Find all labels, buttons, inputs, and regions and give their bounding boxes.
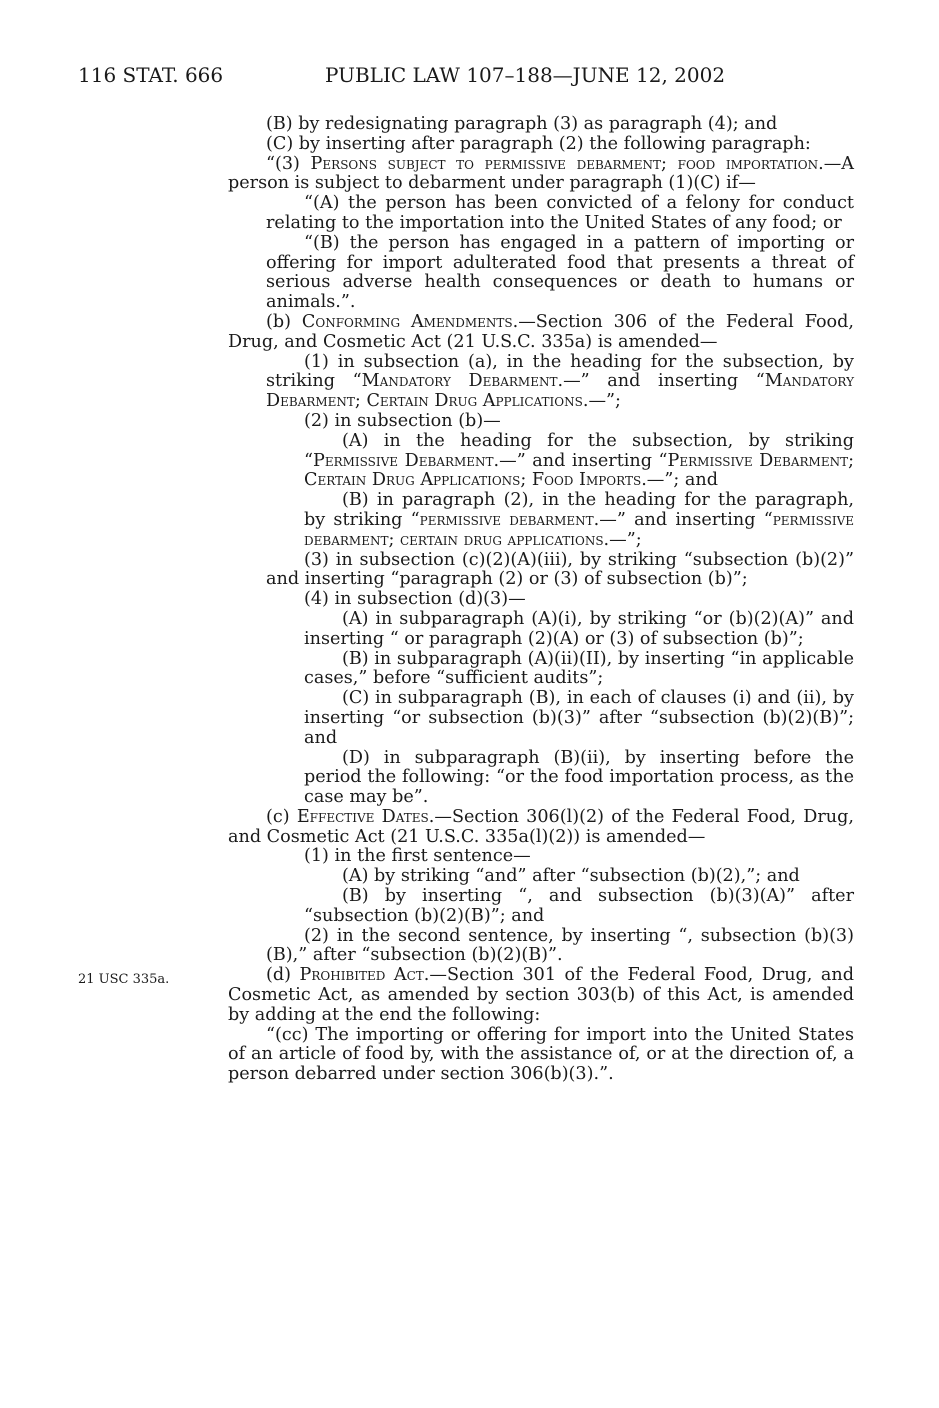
subsection-c-label: (c) bbox=[266, 806, 297, 827]
item-b1-struck-heading: Mandatory Debarment. bbox=[361, 371, 564, 392]
paragraph-c1: (C) by inserting after paragraph (2) the following paragraph: bbox=[266, 133, 811, 154]
paragraph-3 bbox=[228, 155, 854, 195]
item-b4d: (D) in subparagraph (B)(ii), by inserting before the period the following: “or the food importation process, as the case may be”. bbox=[304, 747, 854, 808]
subsection-c bbox=[228, 808, 854, 848]
margin-citation: 21 USC 335a. bbox=[78, 972, 170, 987]
item-b2b-new-heading: permissive debarment; certain drug applications. bbox=[304, 509, 854, 550]
item-b2b-struck-heading: permissive debarment. bbox=[419, 509, 600, 530]
item-b4a: (A) in subparagraph (A)(i), by striking “or (b)(2)(A)” and inserting “ or paragraph (2)(A) or (3) of subsection (b)”; bbox=[304, 608, 854, 649]
item-c1a: (A) by striking “and” after “subsection (b)(2),”; and bbox=[342, 866, 800, 887]
item-b2a bbox=[228, 432, 854, 491]
item-b2a-new-heading: Permissive Debarment; Certain Drug Applications; Food Imports. bbox=[304, 450, 855, 491]
subsection-b-text: —Section 306 of the Federal Food, Drug, and Cosmetic Act (21 U.S.C. 335a) is amended— bbox=[228, 311, 854, 352]
paragraph-3-heading: “(3) Persons subject to permissive debarment; food importation. bbox=[266, 153, 824, 174]
item-b4: (4) in subsection (d)(3)— bbox=[304, 589, 526, 610]
quoted-provision-cc: “(cc) The importing or offering for import into the United States of an article of food by, with the assistance of, or at the direction of, a person debarred under section 306(b)(3).”. bbox=[228, 1024, 854, 1085]
paragraph-3b: “(B) the person has engaged in a pattern of importing or offering for import adulterated food that presents a threat of serious adverse health consequences or death to humans or animals.”. bbox=[266, 232, 854, 313]
item-b2b-mid: —” and inserting “ bbox=[599, 509, 773, 530]
paragraph-3-text: —A person is subject to debarment under paragraph (1)(C) if— bbox=[228, 153, 854, 194]
subsection-c-text: —Section 306(l)(2) of the Federal Food, Drug, and Cosmetic Act (21 U.S.C. 335a(l)(2)) is amended— bbox=[228, 806, 854, 847]
item-b2a-struck-heading: Permissive Debarment. bbox=[313, 450, 500, 471]
subsection-b-label: (b) bbox=[266, 311, 302, 332]
subsection-c-heading: Effective Dates. bbox=[296, 806, 435, 827]
item-b1 bbox=[228, 353, 854, 412]
item-b2b-post: —”; bbox=[609, 529, 642, 550]
item-c1: (1) in the first sentence— bbox=[304, 846, 531, 867]
item-b2b bbox=[228, 491, 854, 550]
item-b1-new-heading: Mandatory Debarment; Certain Drug Applications. bbox=[266, 371, 854, 412]
item-c2: (2) in the second sentence, by inserting “, subsection (b)(3)(B),” after “subsection (b)(2)(B)”. bbox=[266, 925, 854, 966]
item-b1-post: —”; bbox=[588, 391, 621, 412]
page-running-title: PUBLIC LAW 107–188—JUNE 12, 2002 bbox=[325, 63, 726, 87]
item-b2a-post: —”; and bbox=[646, 470, 718, 491]
item-b4c: (C) in subparagraph (B), in each of clauses (i) and (ii), by inserting “or subsection (b)(3)” after “subsection (b)(2)(B)”; and bbox=[304, 688, 854, 748]
item-c1b: (B) by inserting “, and subsection (b)(3)(A)” after “subsection (b)(2)(B)”; and bbox=[304, 886, 854, 926]
paragraph-b1: (B) by redesignating paragraph (3) as paragraph (4); and bbox=[266, 114, 778, 134]
item-b2b-pre: (B) in paragraph (2), in the heading for the paragraph, by striking “ bbox=[304, 490, 854, 530]
subsection-d-label: (d) bbox=[266, 965, 300, 986]
item-b2: (2) in subsection (b)— bbox=[304, 410, 501, 431]
subsection-d-heading: Prohibited Act. bbox=[299, 965, 430, 986]
page-stat-number: 116 STAT. 666 bbox=[78, 63, 224, 87]
item-b1-mid: —” and inserting “ bbox=[563, 371, 765, 392]
item-b2a-mid: —” and inserting “ bbox=[499, 450, 668, 471]
item-b4b: (B) in subparagraph (A)(ii)(II), by inserting “in applicable cases,” before “sufficient audits”; bbox=[304, 648, 854, 689]
subsection-d bbox=[228, 966, 854, 1025]
subsection-d-text: —Section 301 of the Federal Food, Drug, and Cosmetic Act, as amended by section 303(b) of this Act, is amended by adding at the end the following: bbox=[228, 965, 854, 1025]
item-b3: (3) in subsection (c)(2)(A)(iii), by striking “subsection (b)(2)” and inserting “paragraph (2) or (3) of subsection (b)”; bbox=[266, 549, 854, 590]
subsection-b bbox=[228, 313, 854, 353]
item-b1-pre: (1) in subsection (a), in the heading for the subsection, by striking “ bbox=[266, 351, 854, 392]
item-b2a-pre: (A) in the heading for the subsection, by striking “ bbox=[304, 430, 854, 471]
document-body bbox=[228, 115, 854, 1085]
subsection-b-heading: Conforming Amendments. bbox=[301, 311, 519, 332]
paragraph-3a: “(A) the person has been convicted of a felony for conduct relating to the importation into the United States of any food; or bbox=[266, 193, 854, 233]
